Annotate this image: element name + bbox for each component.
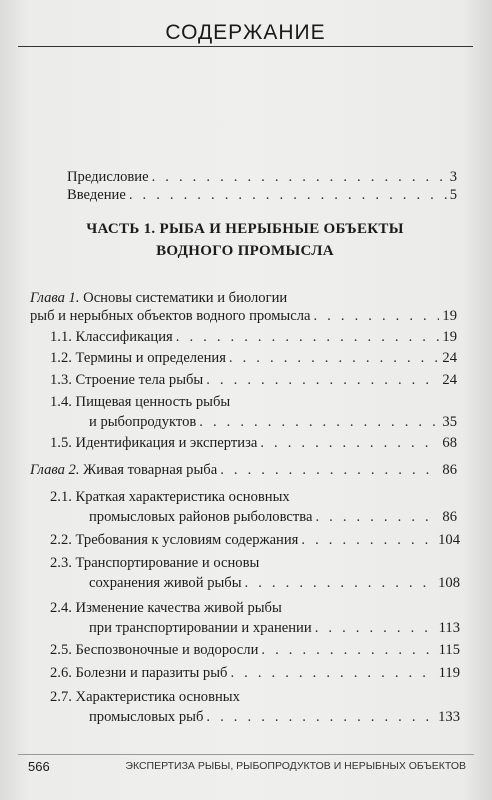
toc-entry-page: 68: [442, 435, 457, 451]
toc-section-2-2: [50, 531, 460, 549]
toc-entry-label: 1.5. Идентификация и экспертиза: [50, 435, 258, 451]
toc-entry-page: 3: [449, 169, 457, 185]
toc-entry-preface: [67, 168, 457, 186]
toc-section-2-1: [89, 508, 457, 526]
leader-dots: [315, 619, 436, 637]
leader-dots: [206, 708, 435, 726]
leader-dots: [220, 461, 439, 479]
toc-entry-page: 119: [438, 665, 460, 681]
toc-section-2-6: [50, 664, 460, 682]
chapter-title: Живая товарная рыба: [83, 462, 218, 478]
toc-entry-page: 5: [449, 187, 457, 203]
toc-section-1-3: [50, 371, 457, 389]
toc-entry-page: 19: [442, 308, 457, 324]
toc-entry-page: 86: [442, 462, 457, 478]
toc-section-2-4: [89, 619, 460, 637]
leader-dots: [199, 413, 439, 431]
part-title-line2: ВОДНОГО ПРОМЫСЛА: [156, 243, 334, 259]
page-footer: [18, 754, 474, 775]
toc-entry-page: 24: [442, 350, 457, 366]
leader-dots: [129, 186, 447, 204]
page-number: 566: [28, 759, 50, 774]
toc-entry-label: промысловых рыб: [89, 709, 204, 725]
toc-entry-page: 108: [438, 575, 460, 591]
running-title: ЭКСПЕРТИЗА РЫБЫ, РЫБОПРОДУКТОВ И НЕРЫБНЫХ ОБЪЕКТОВ: [125, 760, 466, 772]
toc-section-2-5: [50, 641, 460, 659]
chapter-prefix: Глава 2.: [30, 462, 80, 478]
toc-entry-label: и рыбопродуктов: [89, 414, 197, 430]
toc-entry-page: 133: [438, 709, 460, 725]
leader-dots: [313, 307, 439, 325]
chapter-1-title-line2: [30, 307, 457, 325]
leader-dots: [260, 434, 439, 452]
toc-section-1-4-line1: 1.4. Пищевая ценность рыбы: [50, 394, 231, 410]
toc-entry-label: 2.2. Требования к условиям содержания: [50, 532, 299, 548]
leader-dots: [261, 641, 435, 659]
toc-entry-page: 113: [438, 620, 460, 636]
toc-entry-introduction: [67, 186, 457, 204]
toc-section-1-5: [50, 434, 457, 452]
toc-section-2-4-line1: 2.4. Изменение качества живой рыбы: [50, 600, 282, 616]
toc-entry-label: 2.6. Болезни и паразиты рыб: [50, 665, 228, 681]
leader-dots: [152, 168, 447, 186]
toc-entry-page: 86: [442, 509, 457, 525]
toc-section-1-1: [50, 328, 457, 346]
toc-section-2-3-line1: 2.3. Транспортирование и основы: [50, 555, 260, 571]
leader-dots: [206, 371, 439, 389]
toc-section-2-7-line1: 2.7. Характеристика основных: [50, 689, 240, 705]
leader-dots: [176, 328, 440, 346]
toc-entry-page: 24: [442, 372, 457, 388]
toc-entry-page: 35: [442, 414, 457, 430]
leader-dots: [229, 349, 440, 367]
leader-dots: [301, 531, 435, 549]
toc-entry-page: 104: [438, 532, 460, 548]
chapter-title: рыб и нерыбных объектов водного промысла: [30, 308, 311, 324]
chapter-2-heading: [30, 461, 457, 479]
toc-section-1-2: [50, 349, 457, 367]
toc-section-1-4: [89, 413, 457, 431]
toc-entry-label: 1.1. Классификация: [50, 329, 173, 345]
leader-dots: [245, 574, 436, 592]
toc-entry-label: промысловых районов рыболовства: [89, 509, 313, 525]
leader-dots: [230, 664, 435, 682]
toc-entry-label: Введение: [67, 187, 126, 203]
toc-entry-label: 2.5. Беспозвоночные и водоросли: [50, 642, 259, 658]
toc-entry-label: Предисловие: [67, 169, 149, 185]
chapter-1-heading: [30, 289, 287, 307]
chapter-prefix: Глава 1.: [30, 290, 80, 306]
toc-entry-page: 19: [442, 329, 457, 345]
part-title-line1: ЧАСТЬ 1. РЫБА И НЕРЫБНЫЕ ОБЪЕКТЫ: [86, 221, 404, 237]
toc-entry-page: 115: [438, 642, 460, 658]
chapter-title: Основы систематики и биологии: [83, 290, 288, 306]
toc-entry-label: 1.3. Строение тела рыбы: [50, 372, 204, 388]
toc-section-2-7: [89, 708, 460, 726]
toc-entry-label: при транспортировании и хранении: [89, 620, 312, 636]
toc-entry-label: сохранения живой рыбы: [89, 575, 242, 591]
toc-entry-label: 1.2. Термины и определения: [50, 350, 226, 366]
leader-dots: [315, 508, 439, 526]
toc-section-2-1-line1: 2.1. Краткая характеристика основных: [50, 489, 290, 505]
page-title: СОДЕРЖАНИЕ: [165, 21, 326, 44]
toc-section-2-3: [89, 574, 460, 592]
